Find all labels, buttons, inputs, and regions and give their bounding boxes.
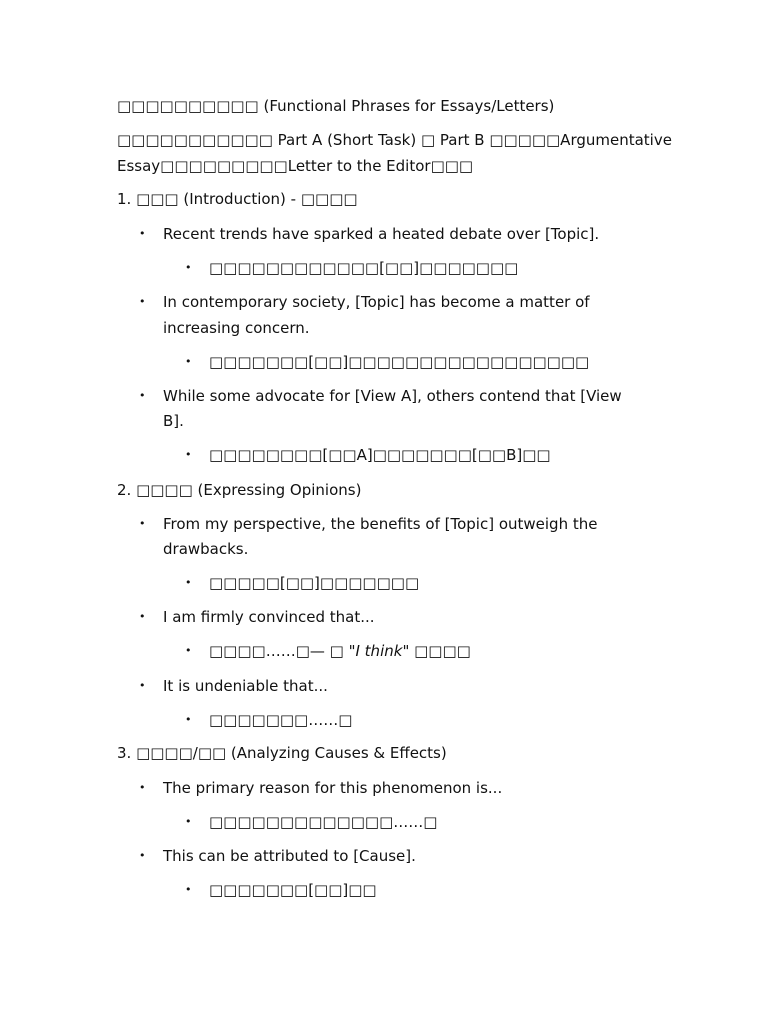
bullet-icon: •: [139, 610, 146, 623]
bullet-icon: •: [185, 261, 192, 274]
bullet-icon: •: [139, 227, 146, 240]
bullet-icon: •: [139, 781, 146, 794]
phrase-en: This can be attributed to [Cause].: [163, 847, 416, 865]
bullet-icon: •: [139, 849, 146, 862]
bullet-icon: •: [185, 883, 192, 896]
bullet-icon: •: [139, 295, 146, 308]
phrase-translation: □□□□□□□□□□□□□……□: [209, 813, 438, 831]
phrase-translation-part: " □□□□: [402, 642, 471, 660]
phrase-translation: □□□□□□□[□□]□□□□□□□□□□□□□□□□□: [209, 353, 590, 371]
phrase-en: The primary reason for this phenomenon is...: [163, 779, 503, 797]
phrase-en: I am firmly convinced that...: [163, 608, 375, 626]
phrase-en: From my perspective, the benefits of [Topic] outweigh the: [163, 515, 598, 533]
intro-line-2: Essay□□□□□□□□□Letter to the Editor□□□: [117, 157, 474, 175]
phrase-en: While some advocate for [View A], others contend that [View: [163, 387, 622, 405]
phrase-en: Recent trends have sparked a heated debate over [Topic].: [163, 225, 600, 243]
bullet-icon: •: [185, 713, 192, 726]
phrase-translation: □□□□□□□□[□□A]□□□□□□□[□□B]□□: [209, 446, 551, 464]
document-title: □□□□□□□□□□ (Functional Phrases for Essays/Letters): [117, 97, 555, 115]
phrase-translation-part: □□□□……□— □ ": [209, 642, 356, 660]
phrase-en: In contemporary society, [Topic] has become a matter of: [163, 293, 590, 311]
bullet-icon: •: [139, 517, 146, 530]
phrase-translation-emphasis: I think: [355, 642, 403, 660]
bullet-icon: •: [139, 389, 146, 402]
phrase-translation: [209, 641, 471, 661]
section-heading: 2. □□□□ (Expressing Opinions): [117, 481, 362, 499]
intro-line-1: □□□□□□□□□□□ Part A (Short Task) □ Part B □□□□□Argumentative: [117, 131, 672, 149]
bullet-icon: •: [185, 644, 192, 657]
phrase-translation: □□□□□□□□□□□□[□□]□□□□□□□: [209, 259, 519, 277]
phrase-translation: □□□□□□□……□: [209, 711, 353, 729]
phrase-en-continued: B].: [163, 412, 184, 430]
phrase-translation: □□□□□□□[□□]□□: [209, 881, 377, 899]
phrase-en-continued: drawbacks.: [163, 540, 249, 558]
bullet-icon: •: [185, 355, 192, 368]
phrase-translation: □□□□□[□□]□□□□□□□: [209, 574, 420, 592]
bullet-icon: •: [185, 815, 192, 828]
bullet-icon: •: [185, 448, 192, 461]
section-heading: 1. □□□ (Introduction) - □□□□: [117, 190, 358, 208]
phrase-en: It is undeniable that...: [163, 677, 328, 695]
section-heading: 3. □□□□/□□ (Analyzing Causes & Effects): [117, 744, 447, 762]
phrase-en-continued: increasing concern.: [163, 319, 310, 337]
bullet-icon: •: [139, 679, 146, 692]
bullet-icon: •: [185, 576, 192, 589]
